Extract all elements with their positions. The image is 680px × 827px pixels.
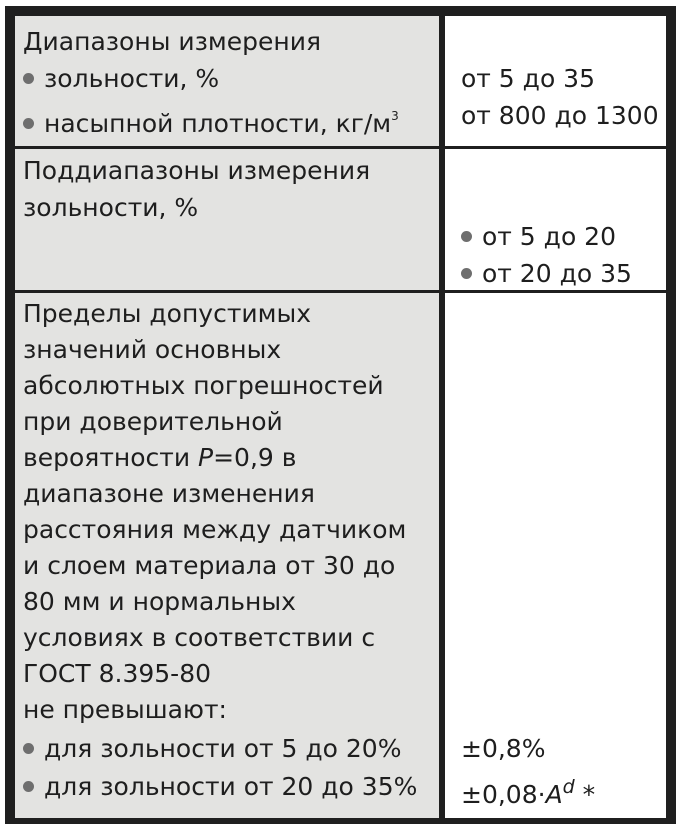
row3-line5-post: =0,9 в <box>213 443 297 472</box>
row2-value2 <box>461 256 632 292</box>
row3-line-probability <box>23 440 297 476</box>
row2-title-line2: зольности, % <box>23 193 199 222</box>
row3-line: абсолютных погрешностей <box>23 371 384 400</box>
row3-line5-pre: вероятности <box>23 443 199 472</box>
row3-line: диапазоне изменения <box>23 479 315 508</box>
bullet-icon <box>23 781 34 792</box>
row3-line: расстояния между датчиком <box>23 515 407 544</box>
row-subranges <box>15 149 666 290</box>
row3-line: Пределы допустимых <box>23 299 312 328</box>
row1-label-cell <box>15 16 439 146</box>
row1-title: Диапазоны измерения <box>23 27 322 56</box>
row3-item1-label: для зольности от 5 до 20% <box>44 734 402 763</box>
row3-line: при доверительной <box>23 407 283 436</box>
specs-table <box>5 6 676 824</box>
row3-value2-pre: ±0,08· <box>461 780 546 809</box>
row-error-limits <box>15 293 666 818</box>
row2-label-cell <box>15 149 439 290</box>
row1-item-ash-label: зольности, % <box>44 64 220 93</box>
row1-item-density-label: насыпной плотности, кг/м <box>44 109 392 138</box>
row3-value2 <box>461 769 595 813</box>
row1-item-density <box>23 98 399 142</box>
row3-line: и слоем материала от 30 до <box>23 551 396 580</box>
row2-value1 <box>461 219 616 255</box>
row3-line: ГОСТ 8.395-80 <box>23 659 212 688</box>
bullet-icon <box>23 73 34 84</box>
row1-item-ash <box>23 61 219 97</box>
bullet-icon <box>23 743 34 754</box>
bullet-icon <box>23 118 34 129</box>
row3-item2-label: для зольности от 20 до 35% <box>44 772 418 801</box>
row1-value-cell <box>445 16 666 146</box>
row2-title-line1: Поддиапазоны измерения <box>23 156 371 185</box>
row2-value-cell <box>445 149 666 290</box>
ash-var-superscript: d <box>562 776 575 798</box>
row3-line: условиях в соответствии с <box>23 623 376 652</box>
row3-line: значений основных <box>23 335 282 364</box>
ash-var: A <box>545 780 563 809</box>
row3-line: 80 мм и нормальных <box>23 587 296 616</box>
row1-value-ash: от 5 до 35 <box>461 64 595 93</box>
row3-label-cell <box>15 293 439 818</box>
probability-var: P <box>198 443 214 472</box>
row3-item2 <box>23 769 417 805</box>
row2-value2-text: от 20 до 35 <box>482 259 632 288</box>
bullet-icon <box>461 231 472 242</box>
row3-value-cell <box>445 293 666 818</box>
row3-item1 <box>23 731 401 767</box>
row3-line: не превышают: <box>23 695 227 724</box>
row3-value2-post: * <box>574 780 596 809</box>
bullet-icon <box>461 268 472 279</box>
row-measurement-ranges <box>15 16 666 146</box>
row3-value1: ±0,8% <box>461 734 546 763</box>
unit-superscript: 3 <box>391 109 399 123</box>
row2-value1-text: от 5 до 20 <box>482 222 616 251</box>
row1-value-density: от 800 до 1300 <box>461 101 659 130</box>
